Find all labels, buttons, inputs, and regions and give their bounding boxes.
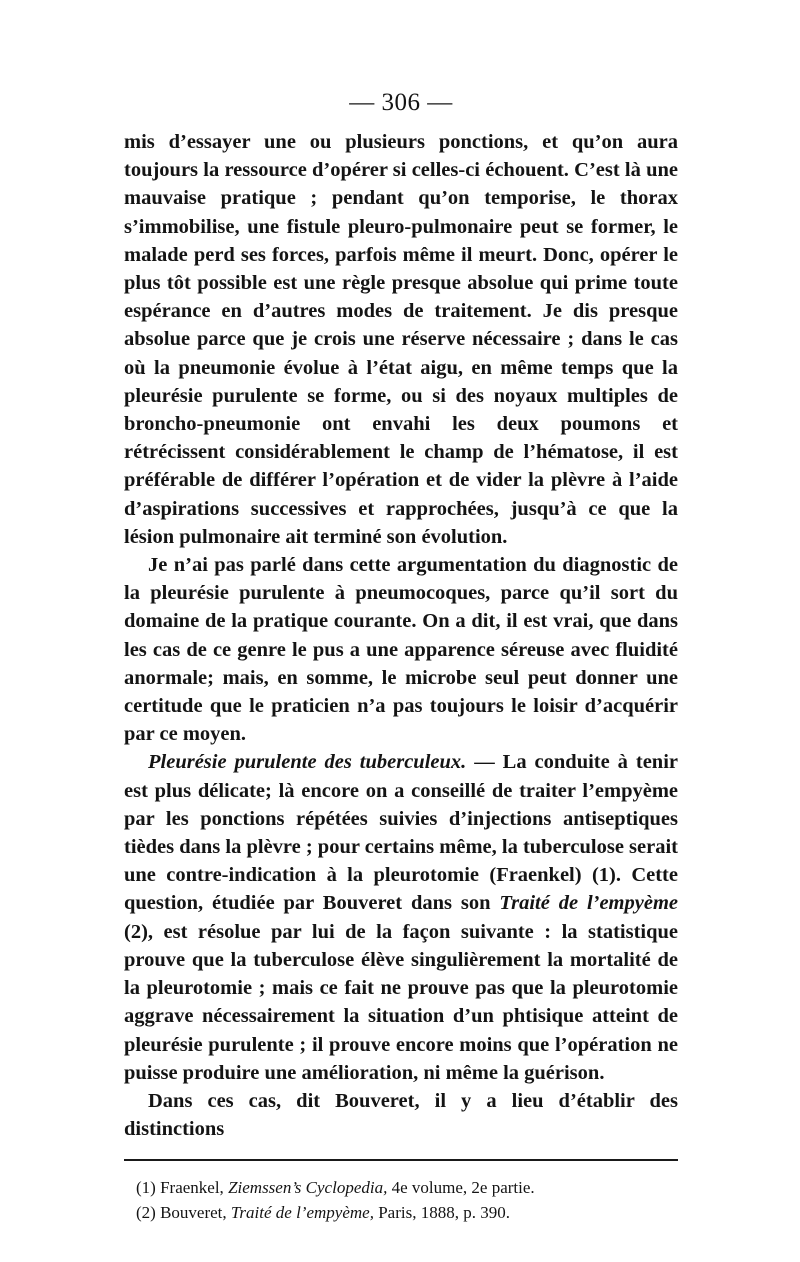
footnote-work: Traité de l’empyème, (230, 1203, 374, 1223)
footnote-divider (124, 1159, 678, 1161)
paragraph-text-pre: — La conduite à tenir est plus délicate; là encore on a conseillé de traiter l’empyème par les ponctions répétées suivies d’injections antiseptiques tièdes dans la plèvre ; pour certains même, la tuberculose serait une contre-indication à la pleurotomie (Fraenkel) (1). Cette question, étudiée par Bouveret dans son (124, 751, 679, 915)
page-number: — 306 — (349, 89, 453, 116)
footnote-author: Bouveret, (155, 1203, 231, 1223)
body-text (124, 128, 678, 1143)
section-heading: Pleurésie purulente des tuberculeux. (148, 751, 467, 774)
paragraph-tuberculeux (124, 748, 678, 1086)
paragraph-continuation: mis d’essayer une ou plusieurs ponctions, et qu’on aura toujours la ressource d’opérer si celles-ci échouent. C’est là une mauvaise pratique ; pendant qu’on temporise, le thorax s’immobilise, une fistule pleuro-pulmonaire peut se former, le malade perd ses forces, parfois même il meurt. Donc, opérer le plus tôt possible est une règle presque absolue qui prime toute espérance en d’autres modes de traitement. Je dis presque absolue parce que je crois une réserve nécessaire ; dans le cas où la pneumonie évolue à l’état aigu, en même temps que la pleurésie purulente se forme, ou si des noyaux multiples de broncho-pneumonie ont envahi les deux poumons et rétrécissent considérablement le champ de l’hématose, il est préférable de différer l’opération et de vider la plèvre à l’aide d’aspirations successives et rapprochées, jusqu’à ce que la lésion pulmonaire ait terminé son évolution. (124, 131, 678, 548)
book-page (124, 88, 678, 1225)
footnote-number: (1) (136, 1178, 156, 1198)
paragraph-bouveret: Dans ces cas, dit Bouveret, il y a lieu d’établir des distinctions (124, 1089, 678, 1141)
paragraph-diagnostic: Je n’ai pas parlé dans cette argumentation du diagnostic de la pleurésie purulente à pneumocoques, parce qu’il sort du domaine de la pratique courante. On a dit, il est vrai, que dans les cas de ce genre le pus a une apparence séreuse avec fluidité anormale; mais, en somme, le microbe seul peut donner une certitude que le praticien n’a pas toujours le loisir d’acquérir par ce moyen. (124, 554, 678, 746)
footnote-details: 4e volume, 2e partie. (387, 1178, 535, 1198)
footnote-details: Paris, 1888, p. 390. (373, 1203, 510, 1223)
footnote-1 (136, 1175, 678, 1200)
paragraph-text-post: (2), est résolue par lui de la façon suivante : la statistique prouve que la tuberculose élève singulièrement la mortalité de la pleurotomie ; mais ce fait ne prouve pas que la pleurotomie aggrave nécessairement la situation d’un phtisique atteint de pleurésie purulente ; il prouve encore moins que l’opération ne puisse produire une amélioration, ni même la guérison. (124, 920, 678, 1084)
footnote-number: (2) (136, 1203, 156, 1223)
footnote-author: Fraenkel, (155, 1178, 229, 1198)
footnote-work: Ziemssen’s Cyclopedia, (228, 1178, 388, 1198)
footnotes (136, 1175, 678, 1225)
footnote-2 (136, 1200, 678, 1225)
cited-title: Traité de l’empyème (499, 892, 678, 915)
